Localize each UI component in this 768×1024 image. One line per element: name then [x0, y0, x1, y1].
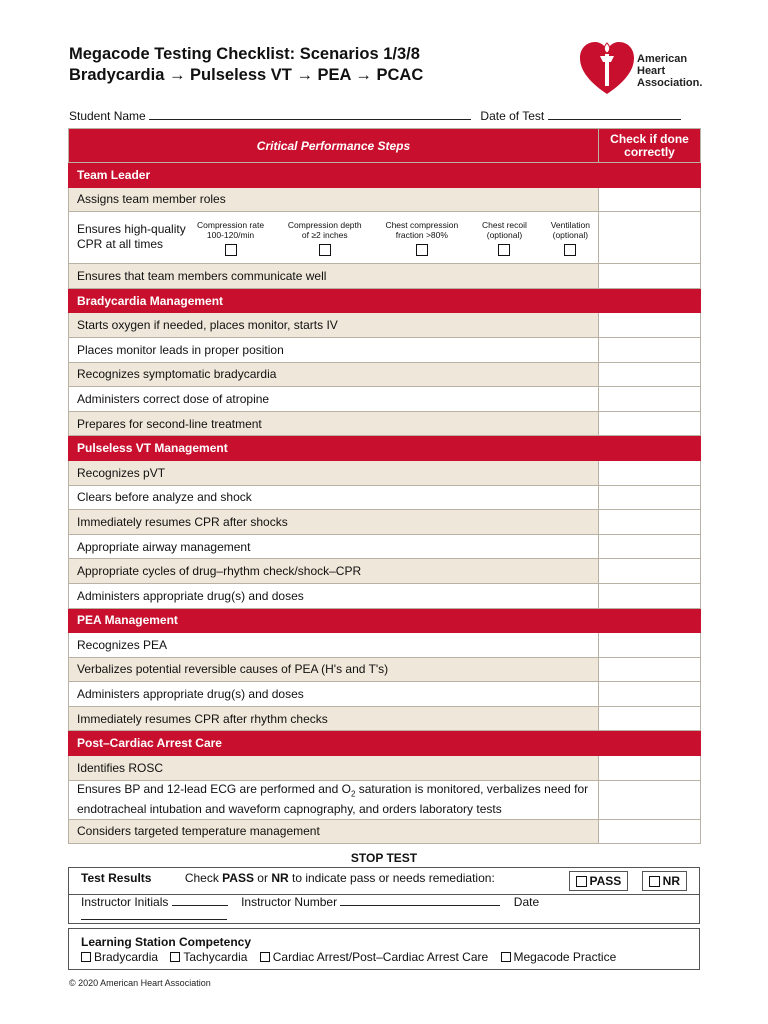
section-team-leader: Team Leader	[69, 163, 599, 188]
instructor-initials-line[interactable]	[172, 895, 228, 906]
test-results-row	[69, 868, 700, 895]
step-item: Clears before analyze and shock	[69, 485, 599, 510]
nr-checkbox[interactable]	[649, 876, 660, 887]
step-item: Ensures that team members communicate well	[69, 264, 599, 289]
page-title	[69, 44, 423, 86]
stop-test-label: STOP TEST	[350, 851, 418, 865]
cpr-checks	[197, 220, 590, 256]
step-item: Places monitor leads in proper position	[69, 337, 599, 362]
check-cell[interactable]	[599, 212, 701, 264]
title-line-1: Megacode Testing Checklist: Scenarios 1/3/8	[69, 45, 420, 63]
student-fields	[69, 108, 699, 123]
competency-options	[81, 950, 687, 965]
cpr-check-compression-fraction: Chest compression fraction >80%	[385, 220, 458, 256]
check-cell[interactable]	[599, 819, 701, 844]
steps-header: Critical Performance Steps	[69, 129, 599, 163]
step-item: Considers targeted temperature management	[69, 819, 599, 844]
step-item: Appropriate cycles of drug–rhythm check/shock–CPR	[69, 559, 599, 584]
step-item: Starts oxygen if needed, places monitor, starts IV	[69, 313, 599, 338]
check-cell[interactable]	[599, 633, 701, 658]
step-item: Identifies ROSC	[69, 756, 599, 781]
competency-option[interactable]: Megacode Practice	[501, 950, 617, 964]
checkbox[interactable]	[498, 244, 510, 256]
aha-logo	[578, 40, 708, 96]
section-pulseless-vt: Pulseless VT Management	[69, 436, 599, 461]
check-cell[interactable]	[599, 485, 701, 510]
instructor-row	[69, 895, 700, 924]
check-cell[interactable]	[599, 337, 701, 362]
check-cell[interactable]	[599, 534, 701, 559]
check-cell[interactable]	[599, 510, 701, 535]
test-results-table	[68, 867, 700, 924]
checklist-table	[68, 128, 701, 844]
student-name-line[interactable]	[149, 108, 471, 120]
instructor-number-label: Instructor Number	[241, 895, 338, 909]
checkbox[interactable]	[501, 952, 511, 962]
check-cell[interactable]	[599, 706, 701, 731]
check-cell[interactable]	[599, 264, 701, 289]
date-of-test-label: Date of Test	[480, 109, 545, 123]
checkbox[interactable]	[416, 244, 428, 256]
heart-torch-icon	[578, 40, 636, 96]
step-item: Appropriate airway management	[69, 534, 599, 559]
checkbox[interactable]	[260, 952, 270, 962]
pass-checkbox[interactable]	[576, 876, 587, 887]
cpr-check-chest-recoil: Chest recoil (optional)	[482, 220, 527, 256]
check-cell[interactable]	[599, 187, 701, 212]
step-item: Immediately resumes CPR after rhythm checks	[69, 706, 599, 731]
copyright: © 2020 American Heart Association	[69, 978, 211, 988]
step-item: Recognizes pVT	[69, 460, 599, 485]
step-item: Recognizes PEA	[69, 633, 599, 658]
title-line-2: Bradycardia → Pulseless VT → PEA → PCAC	[69, 66, 424, 84]
section-bradycardia: Bradycardia Management	[69, 288, 599, 313]
check-cell[interactable]	[599, 387, 701, 412]
date-of-test-line[interactable]	[548, 108, 681, 120]
check-cell[interactable]	[599, 682, 701, 707]
results-date-line[interactable]	[81, 909, 227, 920]
test-results-label: Test Results	[81, 871, 152, 885]
checkbox[interactable]	[81, 952, 91, 962]
checkbox[interactable]	[319, 244, 331, 256]
step-item: Administers appropriate drug(s) and doses	[69, 682, 599, 707]
section-pea: PEA Management	[69, 608, 599, 633]
section-post-cardiac-arrest: Post–Cardiac Arrest Care	[69, 731, 599, 756]
check-cell[interactable]	[599, 780, 701, 819]
step-item: Administers appropriate drug(s) and doses	[69, 583, 599, 608]
check-cell[interactable]	[599, 756, 701, 781]
competency-option[interactable]: Cardiac Arrest/Post–Cardiac Arrest Care	[260, 950, 488, 964]
step-item-cpr: Ensures high-quality CPR at all times Compression rate 100-120/min Compression depth of ≥2 inches Chest compression fraction >80% Chest recoil (optional) Ventilation (optional)	[69, 212, 599, 264]
check-cell[interactable]	[599, 362, 701, 387]
cpr-check-compression-depth: Compression depth of ≥2 inches	[288, 220, 362, 256]
instructor-number-line[interactable]	[340, 895, 500, 906]
checkbox[interactable]	[564, 244, 576, 256]
checkbox[interactable]	[225, 244, 237, 256]
results-instructions: Check PASS or NR to indicate pass or needs remediation:	[184, 871, 495, 885]
learning-station-competency	[68, 928, 700, 970]
check-cell[interactable]	[599, 411, 701, 436]
step-item: Recognizes symptomatic bradycardia	[69, 362, 599, 387]
check-cell[interactable]	[599, 460, 701, 485]
cpr-check-compression-rate: Compression rate 100-120/min	[197, 220, 264, 256]
step-item: Immediately resumes CPR after shocks	[69, 510, 599, 535]
step-item: Ensures BP and 12-lead ECG are performed and $O_2$ saturation is monitored, verbalizes need for endotracheal intubation and waveform capnography, and orders laboratory tests	[69, 780, 599, 819]
results-date-label: Date	[513, 895, 540, 909]
check-header: Check if done correctly	[599, 129, 701, 163]
nr-option[interactable]: NR	[642, 871, 687, 891]
check-cell[interactable]	[599, 657, 701, 682]
logo-wordmark: American Heart Association.	[637, 53, 703, 89]
competency-option[interactable]: Tachycardia	[170, 950, 247, 964]
competency-option[interactable]: Bradycardia	[81, 950, 158, 964]
check-cell[interactable]	[599, 313, 701, 338]
step-item: Verbalizes potential reversible causes of PEA (H's and T's)	[69, 657, 599, 682]
competency-title: Learning Station Competency	[81, 935, 252, 949]
checkbox[interactable]	[170, 952, 180, 962]
check-cell[interactable]	[599, 583, 701, 608]
step-item: Administers correct dose of atropine	[69, 387, 599, 412]
student-name-label: Student Name	[69, 109, 146, 123]
check-cell[interactable]	[599, 559, 701, 584]
cpr-check-ventilation: Ventilation (optional)	[551, 220, 590, 256]
step-item: Assigns team member roles	[69, 187, 599, 212]
instructor-initials-label: Instructor Initials	[81, 895, 169, 909]
step-item: Prepares for second-line treatment	[69, 411, 599, 436]
pass-option[interactable]: PASS	[569, 871, 629, 891]
